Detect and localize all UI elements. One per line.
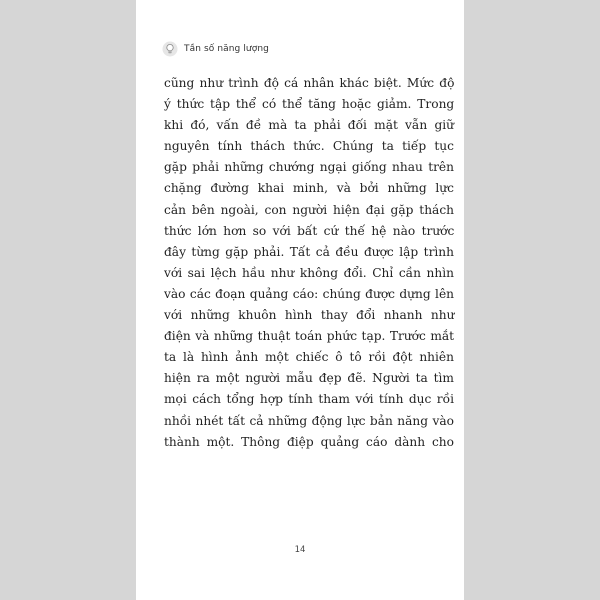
text-line: thành một. Thông điệp quảng cáo dành cho <box>164 434 454 449</box>
page-number: 14 <box>294 545 306 555</box>
text-line: khi đó, vấn đề mà ta phải đối mặt vẫn giữ <box>164 118 454 133</box>
book-page <box>136 0 464 600</box>
lightbulb-icon <box>162 41 178 57</box>
text-line: điện và những thuật toán phức tạp. Trước mắt <box>164 329 455 344</box>
running-title: Tần số năng lượng <box>184 44 269 54</box>
text-line: với những khuôn hình thay đổi nhanh như <box>164 308 455 323</box>
text-line: nguyên tính thách thức. Chúng ta tiếp tục <box>164 139 454 154</box>
page-header <box>162 41 269 57</box>
text-line: mọi cách tổng hợp tính tham với tính dục rồi <box>164 392 454 407</box>
text-line: với sai lệch hầu như không đổi. Chỉ cần nhìn <box>164 265 454 280</box>
body-text <box>164 73 454 453</box>
text-line: gặp phải những chướng ngại giống nhau trên <box>164 160 454 175</box>
text-line: nhồi nhét tất cả những động lực bản năng vào <box>164 413 454 428</box>
text-line: vào các đoạn quảng cáo: chúng được dựng lên <box>164 286 455 301</box>
text-line: ta là hình ảnh một chiếc ô tô rồi đột nhiên <box>164 350 454 365</box>
text-line: ý thức tập thể có thể tăng hoặc giảm. Trong <box>164 97 455 112</box>
text-line: hiện ra một người mẫu đẹp đẽ. Người ta tìm <box>164 371 454 386</box>
text-line: cản bên ngoài, con người hiện đại gặp thách <box>164 202 454 217</box>
text-line: thức lớn hơn so với bất cứ thế hệ nào trước <box>164 223 455 238</box>
text-line: cũng như trình độ cá nhân khác biệt. Mức độ <box>164 76 455 90</box>
text-line: chặng đường khai minh, và bởi những lực <box>164 181 454 196</box>
text-line: đây từng gặp phải. Tất cả đều được lập trình <box>164 244 454 259</box>
